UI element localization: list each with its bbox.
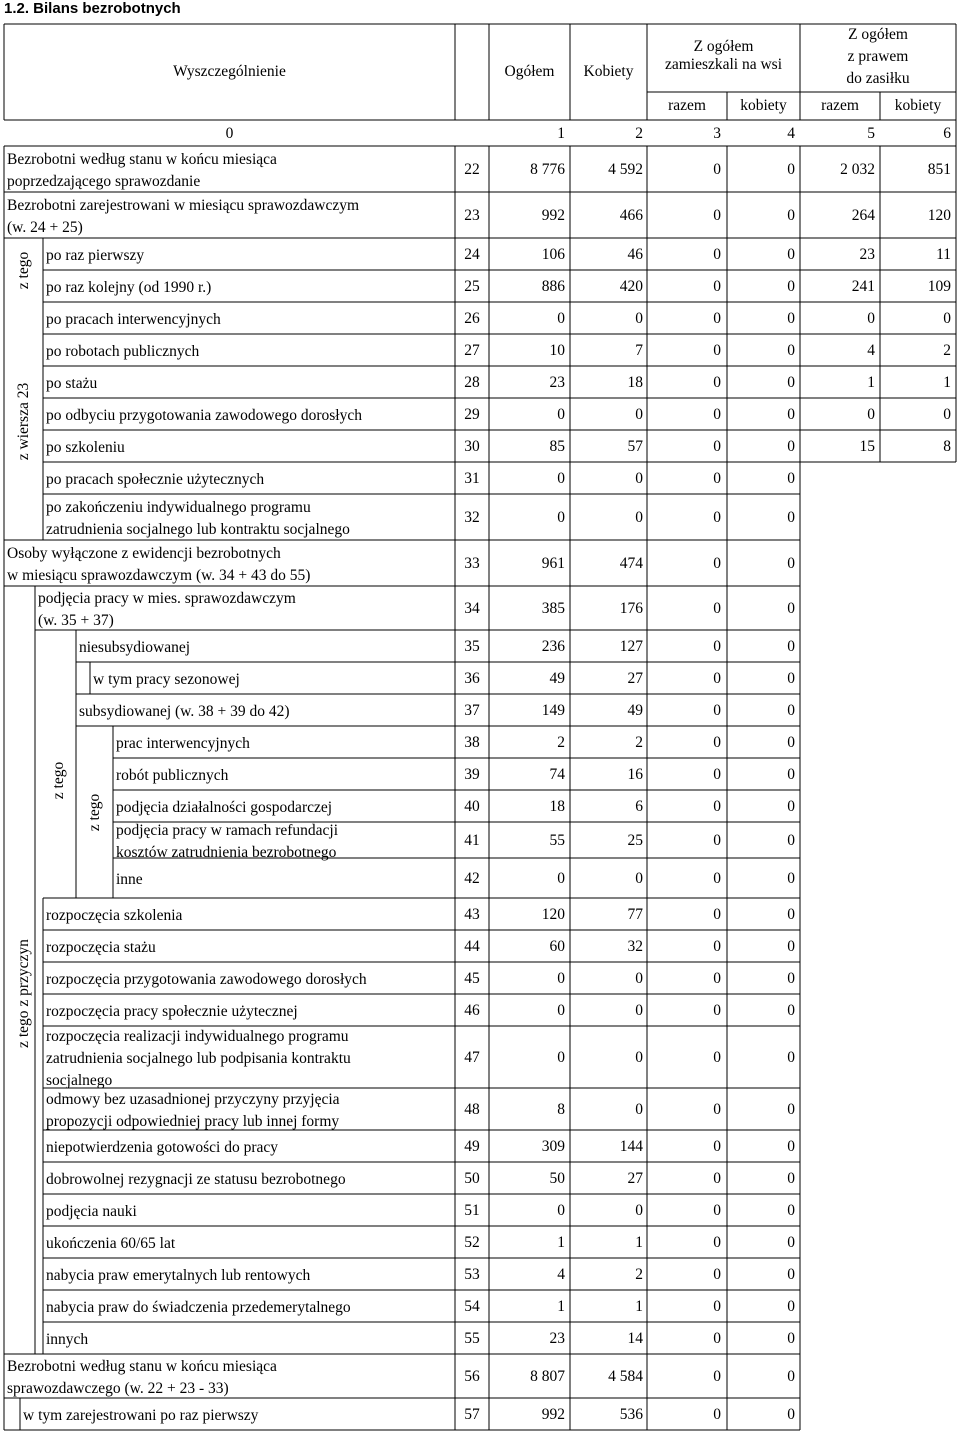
row-label: Osoby wyłączone z ewidencji bezrobotnych: [7, 545, 281, 562]
row-label: (w. 24 + 25): [7, 219, 83, 236]
cell-value: 0: [713, 702, 721, 719]
cell-value: 7: [635, 342, 643, 359]
row-label: poprzedzającego sprawozdanie: [7, 173, 201, 190]
cell-value: 0: [557, 406, 565, 423]
cell-value: 0: [635, 970, 643, 987]
row-label: po stażu: [46, 375, 98, 392]
cell-value: 4: [867, 342, 875, 359]
column-number: 1: [557, 125, 565, 142]
cell-value: 0: [713, 938, 721, 955]
cell-value: 55: [549, 832, 565, 849]
cell-value: 16: [627, 766, 643, 783]
cell-value: 0: [713, 1298, 721, 1315]
cell-value: 0: [867, 406, 875, 423]
row-label: podjęcia nauki: [46, 1203, 137, 1220]
cell-value: 0: [557, 470, 565, 487]
cell-value: 0: [713, 1202, 721, 1219]
cell-value: 0: [787, 1101, 795, 1118]
cell-value: 120: [541, 906, 565, 923]
cell-value: 0: [787, 906, 795, 923]
row-number: 55: [464, 1330, 480, 1347]
header-subcolumn: kobiety: [894, 97, 942, 114]
cell-value: 4: [557, 1266, 565, 1283]
row-label: w miesiącu sprawozdawczym (w. 34 + 43 do 55): [7, 567, 311, 584]
row-label: ukończenia 60/65 lat: [46, 1235, 176, 1252]
cell-value: 241: [851, 278, 875, 295]
cell-value: 0: [787, 1049, 795, 1066]
cell-value: 0: [787, 1368, 795, 1385]
cell-value: 0: [557, 509, 565, 526]
header-wyszczegolnienie: Wyszczególnienie: [173, 63, 286, 80]
cell-value: 0: [713, 555, 721, 572]
cell-value: 8: [943, 438, 951, 455]
cell-value: 10: [549, 342, 565, 359]
row-label: robót publicznych: [116, 767, 229, 784]
cell-value: 60: [549, 938, 565, 955]
group-label-z-tego: z tego: [14, 251, 32, 289]
cell-value: 0: [787, 1202, 795, 1219]
cell-value: 0: [713, 1138, 721, 1155]
cell-value: 0: [713, 278, 721, 295]
cell-value: 46: [627, 246, 643, 263]
row-number: 30: [464, 438, 480, 455]
cell-value: 0: [635, 406, 643, 423]
cell-value: 0: [787, 509, 795, 526]
row-number: 37: [464, 702, 480, 719]
cell-value: 0: [787, 670, 795, 687]
cell-value: 149: [541, 702, 565, 719]
cell-value: 0: [787, 1298, 795, 1315]
cell-value: 0: [787, 766, 795, 783]
row-label: zatrudnienia socjalnego lub podpisania kontraktu: [46, 1050, 351, 1067]
cell-value: 0: [787, 1138, 795, 1155]
cell-value: 0: [713, 1368, 721, 1385]
cell-value: 0: [635, 1202, 643, 1219]
row-number: 24: [464, 246, 480, 263]
row-label: podjęcia działalności gospodarczej: [116, 799, 333, 816]
cell-value: 0: [787, 246, 795, 263]
cell-value: 144: [619, 1138, 643, 1155]
cell-value: 0: [635, 1101, 643, 1118]
header-subcolumn: razem: [668, 97, 706, 114]
header-subcolumn: razem: [821, 97, 859, 114]
row-label: podjęcia pracy w ramach refundacji: [116, 822, 339, 839]
cell-value: 0: [713, 734, 721, 751]
row-label: (w. 35 + 37): [38, 612, 114, 629]
cell-value: 4 592: [608, 161, 643, 178]
column-number: 0: [225, 125, 234, 142]
cell-value: 0: [713, 161, 721, 178]
cell-value: 0: [635, 1049, 643, 1066]
cell-value: 1: [867, 374, 875, 391]
cell-value: 0: [713, 374, 721, 391]
cell-value: 0: [713, 1002, 721, 1019]
page-title: 1.2. Bilans bezrobotnych: [4, 0, 181, 17]
cell-value: 0: [787, 734, 795, 751]
header-zasilek-line: z prawem: [847, 48, 909, 65]
row-number: 33: [464, 555, 480, 572]
row-label: Bezrobotni zarejestrowani w miesiącu sprawozdawczym: [7, 197, 360, 214]
cell-value: 0: [713, 310, 721, 327]
row-number: 27: [464, 342, 480, 359]
cell-value: 57: [627, 438, 643, 455]
row-label: socjalnego: [46, 1072, 113, 1089]
cell-value: 0: [787, 638, 795, 655]
row-number: 54: [464, 1298, 480, 1315]
row-label: Bezrobotni według stanu w końcu miesiąca: [7, 151, 277, 168]
cell-value: 77: [627, 906, 643, 923]
cell-value: 886: [541, 278, 565, 295]
cell-value: 0: [713, 1170, 721, 1187]
cell-value: 109: [927, 278, 951, 295]
cell-value: 0: [787, 1406, 795, 1423]
cell-value: 120: [927, 207, 951, 224]
cell-value: 1: [635, 1298, 643, 1315]
cell-value: 25: [627, 832, 643, 849]
cell-value: 236: [541, 638, 565, 655]
cell-value: 0: [713, 1234, 721, 1251]
cell-value: 0: [635, 509, 643, 526]
row-number: 41: [464, 832, 480, 849]
cell-value: 0: [867, 310, 875, 327]
row-label: po raz kolejny (od 1990 r.): [46, 279, 212, 296]
cell-value: 961: [541, 555, 565, 572]
cell-value: 85: [549, 438, 565, 455]
cell-value: 0: [787, 555, 795, 572]
cell-value: 0: [787, 278, 795, 295]
cell-value: 0: [713, 1049, 721, 1066]
cell-value: 27: [627, 1170, 643, 1187]
cell-value: 15: [859, 438, 875, 455]
cell-value: 1: [557, 1234, 565, 1251]
row-label: rozpoczęcia realizacji indywidualnego programu: [46, 1028, 349, 1045]
row-number: 51: [464, 1202, 480, 1219]
cell-value: 74: [549, 766, 565, 783]
cell-value: 0: [787, 832, 795, 849]
cell-value: 1: [943, 374, 951, 391]
row-number: 23: [464, 207, 480, 224]
cell-value: 0: [713, 342, 721, 359]
row-number: 35: [464, 638, 480, 655]
cell-value: 2: [635, 1266, 643, 1283]
row-label: propozycji odpowiedniej pracy lub innej formy: [46, 1113, 340, 1130]
cell-value: 18: [549, 798, 565, 815]
row-number: 28: [464, 374, 480, 391]
cell-value: 0: [943, 310, 951, 327]
row-label: w tym zarejestrowani po raz pierwszy: [23, 1407, 259, 1424]
cell-value: 0: [787, 1330, 795, 1347]
row-number: 40: [464, 798, 480, 815]
row-number: 38: [464, 734, 480, 751]
row-label: zatrudnienia socjalnego lub kontraktu socjalnego: [46, 521, 350, 538]
cell-value: 0: [713, 638, 721, 655]
cell-value: 0: [787, 1170, 795, 1187]
cell-value: 992: [541, 1406, 565, 1423]
row-label: nabycia praw do świadczenia przedemerytalnego: [46, 1299, 351, 1316]
cell-value: 0: [713, 509, 721, 526]
row-number: 50: [464, 1170, 480, 1187]
cell-value: 0: [713, 438, 721, 455]
cell-value: 0: [635, 310, 643, 327]
cell-value: 49: [549, 670, 565, 687]
cell-value: 309: [541, 1138, 565, 1155]
cell-value: 0: [787, 207, 795, 224]
cell-value: 0: [787, 870, 795, 887]
row-label: rozpoczęcia stażu: [46, 939, 156, 956]
row-label: w tym pracy sezonowej: [93, 671, 240, 688]
row-label: rozpoczęcia przygotowania zawodowego dorosłych: [46, 971, 367, 988]
row-number: 56: [464, 1368, 480, 1385]
row-label: sprawozdawczego (w. 22 + 23 - 33): [7, 1380, 229, 1397]
cell-value: 0: [787, 406, 795, 423]
cell-value: 0: [557, 1202, 565, 1219]
header-kobiety: Kobiety: [583, 63, 634, 80]
row-number: 39: [464, 766, 480, 783]
cell-value: 1: [635, 1234, 643, 1251]
cell-value: 2: [557, 734, 565, 751]
cell-value: 0: [713, 207, 721, 224]
row-label: po pracach interwencyjnych: [46, 311, 221, 328]
row-number: 43: [464, 906, 480, 923]
row-number: 34: [464, 600, 480, 617]
row-number: 48: [464, 1101, 480, 1118]
cell-value: 106: [541, 246, 565, 263]
cell-value: 127: [619, 638, 643, 655]
cell-value: 0: [713, 766, 721, 783]
cell-value: 23: [549, 374, 565, 391]
cell-value: 0: [557, 310, 565, 327]
header-zasilek-line: Z ogółem: [848, 26, 908, 43]
row-label: nabycia praw emerytalnych lub rentowych: [46, 1267, 311, 1284]
cell-value: 2: [943, 342, 951, 359]
cell-value: 0: [787, 470, 795, 487]
cell-value: 0: [713, 670, 721, 687]
cell-value: 0: [635, 870, 643, 887]
row-label: inne: [116, 871, 143, 888]
cell-value: 0: [713, 1266, 721, 1283]
column-number: 2: [635, 125, 643, 142]
row-number: 42: [464, 870, 480, 887]
cell-value: 0: [557, 870, 565, 887]
row-number: 47: [464, 1049, 480, 1066]
cell-value: 0: [713, 470, 721, 487]
cell-value: 8: [557, 1101, 565, 1118]
row-label: rozpoczęcia szkolenia: [46, 907, 183, 924]
cell-value: 23: [859, 246, 875, 263]
header-ogolem: Ogółem: [504, 63, 555, 80]
header-zasilek-line: do zasiłku: [846, 70, 910, 87]
group-label-z-tego-z-przyczyn: z tego z przyczyn: [14, 938, 32, 1048]
row-label: innych: [46, 1331, 89, 1348]
row-number: 45: [464, 970, 480, 987]
cell-value: 466: [619, 207, 643, 224]
cell-value: 0: [787, 1002, 795, 1019]
cell-value: 14: [627, 1330, 643, 1347]
cell-value: 0: [635, 1002, 643, 1019]
cell-value: 49: [627, 702, 643, 719]
cell-value: 0: [557, 1049, 565, 1066]
cell-value: 0: [787, 798, 795, 815]
group-label-z-tego: z tego: [49, 761, 67, 799]
cell-value: 0: [713, 600, 721, 617]
cell-value: 18: [627, 374, 643, 391]
cell-value: 0: [787, 970, 795, 987]
row-number: 29: [464, 406, 480, 423]
cell-value: 536: [619, 1406, 643, 1423]
cell-value: 0: [713, 970, 721, 987]
row-number: 25: [464, 278, 480, 295]
cell-value: 0: [557, 1002, 565, 1019]
cell-value: 0: [943, 406, 951, 423]
cell-value: 50: [549, 1170, 565, 1187]
cell-value: 0: [787, 310, 795, 327]
cell-value: 0: [787, 600, 795, 617]
cell-value: 0: [787, 342, 795, 359]
row-label: po odbyciu przygotowania zawodowego dorosłych: [46, 407, 362, 424]
row-label: po szkoleniu: [46, 439, 125, 456]
row-number: 44: [464, 938, 480, 955]
cell-value: 2 032: [840, 161, 875, 178]
cell-value: 0: [713, 1406, 721, 1423]
cell-value: 0: [635, 470, 643, 487]
row-label: kosztów zatrudnienia bezrobotnego: [116, 844, 337, 861]
cell-value: 0: [713, 832, 721, 849]
cell-value: 8 776: [530, 161, 565, 178]
cell-value: 2: [635, 734, 643, 751]
row-number: 49: [464, 1138, 480, 1155]
cell-value: 264: [851, 207, 875, 224]
cell-value: 176: [619, 600, 643, 617]
cell-value: 0: [787, 161, 795, 178]
row-label: po robotach publicznych: [46, 343, 200, 360]
cell-value: 0: [787, 438, 795, 455]
row-label: rozpoczęcia pracy społecznie użytecznej: [46, 1003, 298, 1020]
row-label: po pracach społecznie użytecznych: [46, 471, 265, 488]
row-label: niepotwierdzenia gotowości do pracy: [46, 1139, 278, 1156]
cell-value: 8 807: [530, 1368, 565, 1385]
cell-value: 385: [541, 600, 565, 617]
cell-value: 0: [713, 246, 721, 263]
cell-value: 0: [787, 374, 795, 391]
cell-value: 0: [557, 970, 565, 987]
cell-value: 0: [787, 702, 795, 719]
row-label: podjęcia pracy w mies. sprawozdawczym: [38, 590, 296, 607]
row-label: po zakończeniu indywidualnego programu: [46, 499, 311, 516]
cell-value: 0: [713, 1330, 721, 1347]
header-wsi-line: Z ogółem: [693, 38, 754, 55]
cell-value: 0: [713, 870, 721, 887]
cell-value: 27: [627, 670, 643, 687]
cell-value: 1: [557, 1298, 565, 1315]
cell-value: 0: [787, 1266, 795, 1283]
cell-value: 0: [713, 906, 721, 923]
row-number: 22: [464, 161, 480, 178]
cell-value: 0: [713, 406, 721, 423]
cell-value: 32: [627, 938, 643, 955]
cell-value: 0: [787, 1234, 795, 1251]
cell-value: 4 584: [608, 1368, 643, 1385]
group-label-z-wiersza-23: z wiersza 23: [14, 382, 32, 460]
row-number: 36: [464, 670, 480, 687]
row-label: odmowy bez uzasadnionej przyczyny przyjęcia: [46, 1091, 340, 1108]
row-label: dobrowolnej rezygnacji ze statusu bezrobotnego: [46, 1171, 346, 1188]
header-wsi-line: zamieszkali na wsi: [664, 56, 783, 73]
row-label: prac interwencyjnych: [116, 735, 250, 752]
header-subcolumn: kobiety: [740, 97, 787, 114]
row-number: 31: [464, 470, 480, 487]
row-label: po raz pierwszy: [46, 247, 145, 264]
cell-value: 992: [541, 207, 565, 224]
row-number: 46: [464, 1002, 480, 1019]
cell-value: 23: [549, 1330, 565, 1347]
cell-value: 851: [927, 161, 951, 178]
row-number: 53: [464, 1266, 480, 1283]
cell-value: 0: [787, 938, 795, 955]
row-number: 26: [464, 310, 480, 327]
cell-value: 474: [619, 555, 643, 572]
column-number: 3: [713, 125, 721, 142]
row-number: 52: [464, 1234, 480, 1251]
row-label: niesubsydiowanej: [79, 639, 191, 656]
cell-value: 420: [619, 278, 643, 295]
row-label: subsydiowanej (w. 38 + 39 do 42): [79, 703, 290, 720]
cell-value: 6: [635, 798, 643, 815]
row-number: 32: [464, 509, 480, 526]
cell-value: 0: [713, 1101, 721, 1118]
cell-value: 0: [713, 798, 721, 815]
row-label: Bezrobotni według stanu w końcu miesiąca: [7, 1358, 277, 1375]
column-number: 6: [943, 125, 951, 142]
group-label-z-tego: z tego: [85, 793, 103, 831]
cell-value: 11: [936, 246, 951, 263]
column-number: 4: [787, 125, 795, 142]
column-number: 5: [867, 125, 875, 142]
row-number: 57: [464, 1406, 480, 1423]
